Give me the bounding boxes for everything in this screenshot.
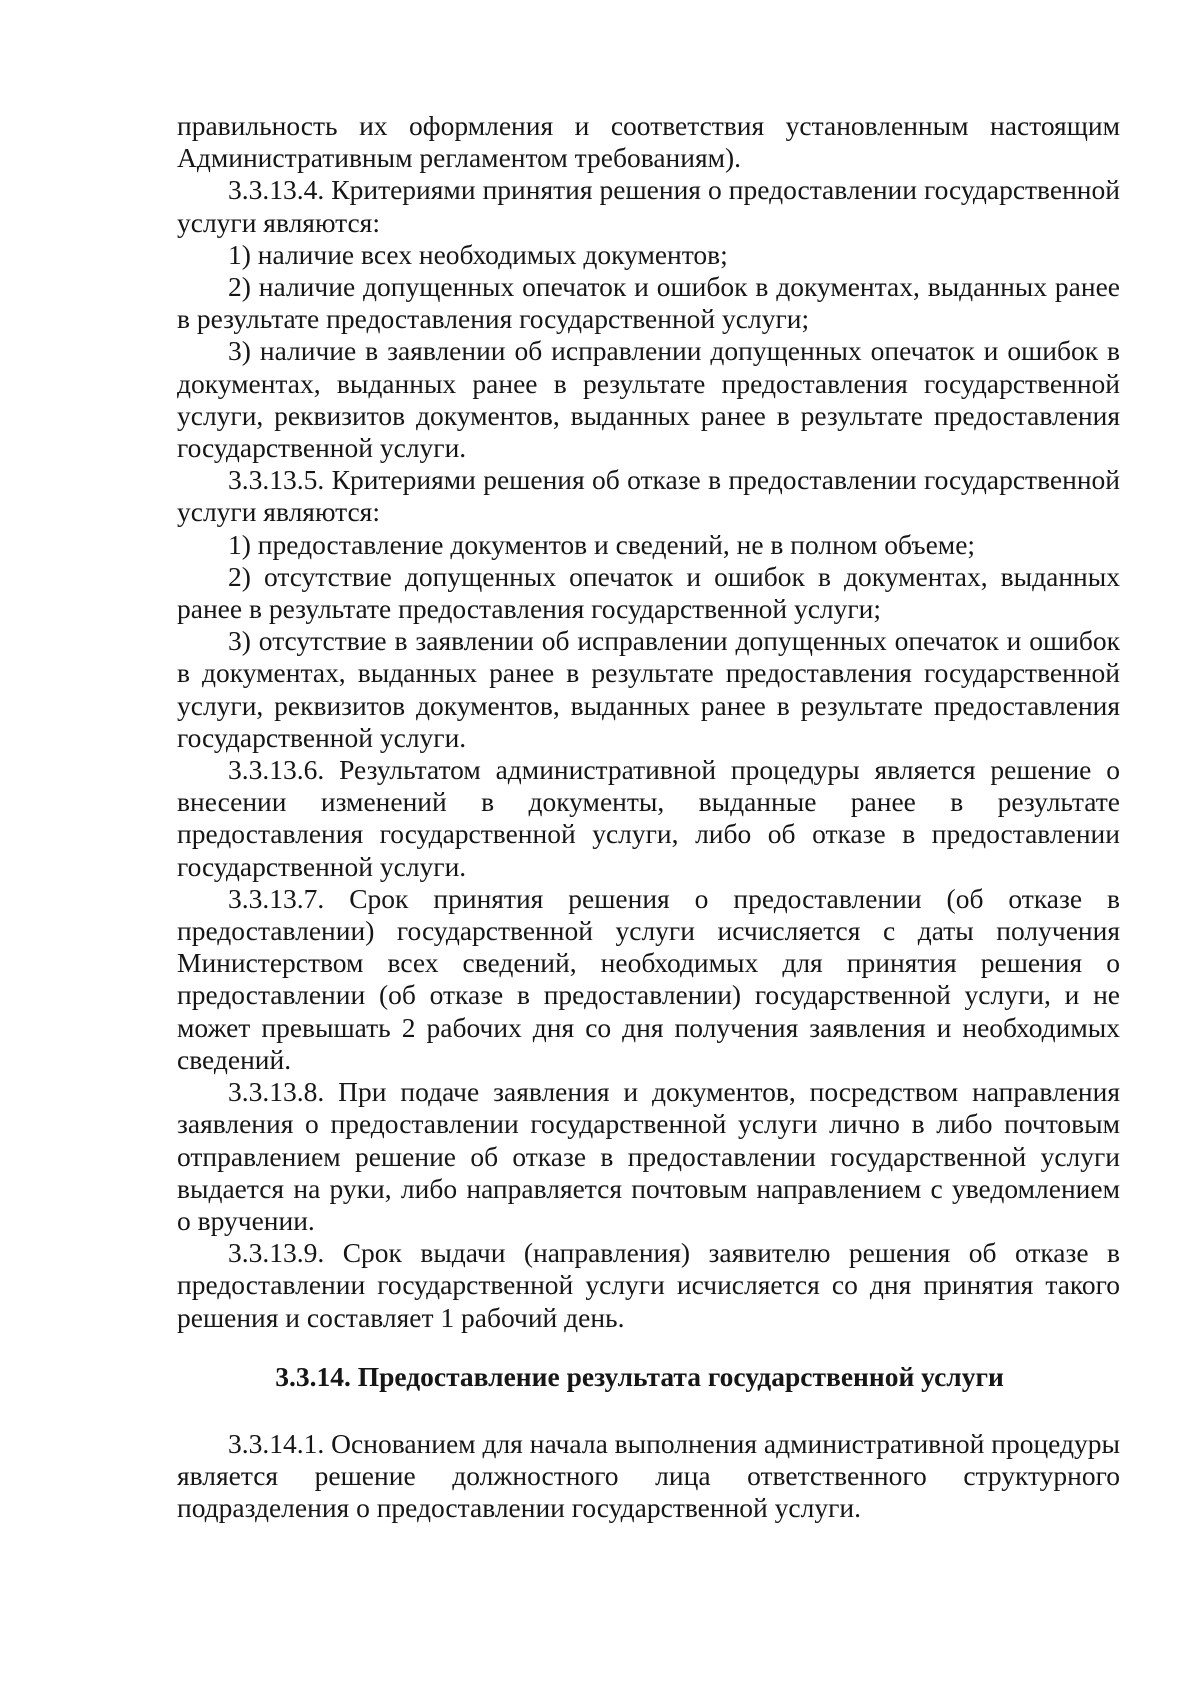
paragraph-3-3-13-9: 3.3.13.9. Срок выдачи (направления) заявителю решения об отказе в предоставлении государственной услуги исчисляется со дня принятия такого решения и составляет 1 рабочий день.	[177, 1237, 1120, 1333]
list-item-1: 1) предоставление документов и сведений, не в полном объеме;	[228, 528, 976, 560]
document-page	[177, 110, 1120, 1524]
paragraph-3-3-13-6: 3.3.13.6. Результатом административной процедуры является решение о внесении изменений в документы, выданные ранее в результате предоставления государственной услуги, либо об отказе в предоставлении государственной услуги.	[177, 754, 1120, 882]
paragraph-3-3-13-5: 3.3.13.5. Критериями решения об отказе в предоставлении государственной услуги являются:	[177, 464, 1120, 528]
list-item-1: 1) наличие всех необходимых документов;	[228, 238, 728, 270]
list-item-2: 2) отсутствие допущенных опечаток и ошибок в документах, выданных ранее в результате предоставления государственной услуги;	[177, 560, 1120, 625]
list-item-3: 3) наличие в заявлении об исправлении допущенных опечаток и ошибок в документах, выданных ранее в результате предоставления государственной услуги, реквизитов документов, выданных ранее в результате предоставления государственной услуги.	[177, 335, 1120, 464]
list-item-3: 3) отсутствие в заявлении об исправлении допущенных опечаток и ошибок в документах, выданных ранее в результате предоставления государственной услуги, реквизитов документов, выданных ранее в результате предоставления государственной услуги.	[177, 625, 1120, 753]
paragraph-3-3-14-1: 3.3.14.1. Основанием для начала выполнения административной процедуры является решение должностного лица ответственного структурного подразделения о предоставлении государственной услуги.	[177, 1427, 1120, 1524]
paragraph-3-3-13-7: 3.3.13.7. Срок принятия решения о предоставлении (об отказе в предоставлении) государственной услуги исчисляется с даты получения Министерством всех сведений, необходимых для принятия решения о предоставлении (об отказе в предоставлении) государственной услуги, и не может превышать 2 рабочих дня со дня получения заявления и необходимых сведений.	[177, 882, 1120, 1075]
paragraph-3-3-13-4: 3.3.13.4. Критериями принятия решения о предоставлении государственной услуги являются:	[177, 174, 1120, 238]
section-heading: 3.3.14. Предоставление результата государственной услуги	[275, 1360, 1004, 1392]
list-item-2: 2) наличие допущенных опечаток и ошибок в документах, выданных ранее в результате предоставления государственной услуги;	[177, 271, 1120, 335]
paragraph-3-3-13-8: 3.3.13.8. При подаче заявления и документов, посредством направления заявления о предоставлении государственной услуги лично в либо почтовым отправлением решение об отказе в предоставлении государственной услуги выдается на руки, либо направляется почтовым направлением с уведомлением о вручении.	[177, 1076, 1120, 1236]
paragraph-continuation: правильность их оформления и соответствия установленным настоящим Административным регламентом требованиям).	[177, 110, 1120, 174]
